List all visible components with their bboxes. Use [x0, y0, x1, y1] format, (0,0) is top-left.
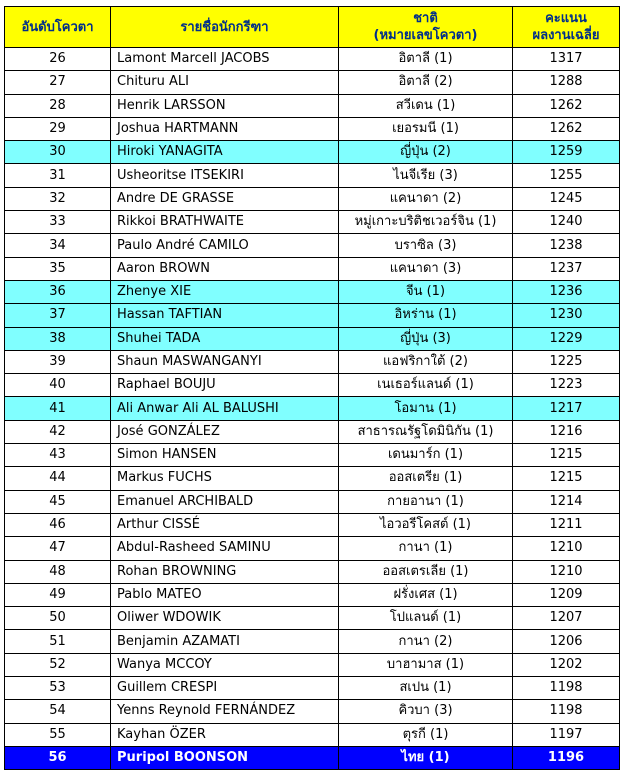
athlete-name-cell: Hiroki YANAGITA: [111, 141, 339, 164]
table-row: [5, 700, 620, 723]
rank-cell: 35: [5, 257, 111, 280]
rank-cell: 44: [5, 467, 111, 490]
rank-cell: 45: [5, 490, 111, 513]
score-cell: 1207: [513, 607, 620, 630]
athlete-name-cell: Arthur CISSÉ: [111, 513, 339, 536]
nationality-cell: อิหร่าน (1): [339, 304, 513, 327]
nationality-cell: บาฮามาส (1): [339, 653, 513, 676]
table-row: [5, 607, 620, 630]
nationality-cell: เยอรมนี (1): [339, 117, 513, 140]
nationality-cell: แคนาดา (3): [339, 257, 513, 280]
header-nationality-line1: ชาติ: [413, 11, 438, 26]
score-cell: 1198: [513, 700, 620, 723]
rank-cell: 39: [5, 350, 111, 373]
score-cell: 1236: [513, 280, 620, 303]
nationality-cell: ตุรกี (1): [339, 723, 513, 746]
rank-cell: 46: [5, 513, 111, 536]
ranking-table-container: [4, 6, 620, 770]
nationality-cell: เดนมาร์ก (1): [339, 444, 513, 467]
athlete-name-cell: Zhenye XIE: [111, 280, 339, 303]
table-row: [5, 374, 620, 397]
nationality-cell: สาธารณรัฐโดมินิกัน (1): [339, 420, 513, 443]
score-cell: 1215: [513, 467, 620, 490]
header-nationality-line2: (หมายเลขโควตา): [373, 28, 478, 43]
score-cell: 1202: [513, 653, 620, 676]
table-row: [5, 677, 620, 700]
athlete-name-cell: Abdul-Rasheed SAMINU: [111, 537, 339, 560]
table-row: [5, 257, 620, 280]
athlete-name-cell: José GONZÁLEZ: [111, 420, 339, 443]
score-cell: 1230: [513, 304, 620, 327]
athlete-name-cell: Benjamin AZAMATI: [111, 630, 339, 653]
header-rank: อันดับโควตา: [5, 7, 111, 48]
score-cell: 1225: [513, 350, 620, 373]
nationality-cell: สวีเดน (1): [339, 94, 513, 117]
ranking-table: [4, 6, 620, 770]
nationality-cell: จีน (1): [339, 280, 513, 303]
table-row: [5, 211, 620, 234]
athlete-name-cell: Paulo André CAMILO: [111, 234, 339, 257]
rank-cell: 31: [5, 164, 111, 187]
athlete-name-cell: Emanuel ARCHIBALD: [111, 490, 339, 513]
table-row: [5, 187, 620, 210]
nationality-cell: กายอานา (1): [339, 490, 513, 513]
score-cell: 1217: [513, 397, 620, 420]
table-row: [5, 117, 620, 140]
rank-cell: 48: [5, 560, 111, 583]
nationality-cell: ญี่ปุ่น (2): [339, 141, 513, 164]
nationality-cell: โอมาน (1): [339, 397, 513, 420]
nationality-cell: แอฟริกาใต้ (2): [339, 350, 513, 373]
rank-cell: 56: [5, 746, 111, 769]
rank-cell: 26: [5, 48, 111, 71]
athlete-name-cell: Shaun MASWANGANYI: [111, 350, 339, 373]
rank-cell: 55: [5, 723, 111, 746]
score-cell: 1262: [513, 94, 620, 117]
table-row: [5, 397, 620, 420]
table-row: [5, 420, 620, 443]
athlete-name-cell: Simon HANSEN: [111, 444, 339, 467]
score-cell: 1255: [513, 164, 620, 187]
score-cell: 1197: [513, 723, 620, 746]
table-row: [5, 467, 620, 490]
athlete-name-cell: Joshua HARTMANN: [111, 117, 339, 140]
rank-cell: 40: [5, 374, 111, 397]
score-cell: 1210: [513, 560, 620, 583]
athlete-name-cell: Guillem CRESPI: [111, 677, 339, 700]
score-cell: 1215: [513, 444, 620, 467]
table-row: [5, 490, 620, 513]
score-cell: 1209: [513, 583, 620, 606]
athlete-name-cell: Hassan TAFTIAN: [111, 304, 339, 327]
table-row: [5, 630, 620, 653]
athlete-name-cell: Rikkoi BRATHWAITE: [111, 211, 339, 234]
nationality-cell: คิวบา (3): [339, 700, 513, 723]
score-cell: 1206: [513, 630, 620, 653]
athlete-name-cell: Markus FUCHS: [111, 467, 339, 490]
athlete-name-cell: Henrik LARSSON: [111, 94, 339, 117]
table-row: [5, 537, 620, 560]
rank-cell: 34: [5, 234, 111, 257]
athlete-name-cell: Chituru ALI: [111, 71, 339, 94]
score-cell: 1237: [513, 257, 620, 280]
athlete-name-cell: Pablo MATEO: [111, 583, 339, 606]
score-cell: 1262: [513, 117, 620, 140]
nationality-cell: สเปน (1): [339, 677, 513, 700]
table-row: [5, 583, 620, 606]
rank-cell: 38: [5, 327, 111, 350]
score-cell: 1210: [513, 537, 620, 560]
table-row: [5, 327, 620, 350]
table-row: [5, 71, 620, 94]
nationality-cell: กานา (2): [339, 630, 513, 653]
rank-cell: 51: [5, 630, 111, 653]
score-cell: 1223: [513, 374, 620, 397]
nationality-cell: บราซิล (3): [339, 234, 513, 257]
athlete-name-cell: Kayhan ÖZER: [111, 723, 339, 746]
score-cell: 1288: [513, 71, 620, 94]
athlete-name-cell: Aaron BROWN: [111, 257, 339, 280]
table-row: [5, 444, 620, 467]
rank-cell: 53: [5, 677, 111, 700]
header-score-line1: คะแนน: [545, 11, 587, 26]
score-cell: 1196: [513, 746, 620, 769]
athlete-name-cell: Usheoritse ITSEKIRI: [111, 164, 339, 187]
nationality-cell: โปแลนด์ (1): [339, 607, 513, 630]
score-cell: 1214: [513, 490, 620, 513]
table-body: [5, 48, 620, 770]
nationality-cell: ออสเตรเลีย (1): [339, 560, 513, 583]
score-cell: 1245: [513, 187, 620, 210]
nationality-cell: แคนาดา (2): [339, 187, 513, 210]
score-cell: 1229: [513, 327, 620, 350]
nationality-cell: กานา (1): [339, 537, 513, 560]
rank-cell: 37: [5, 304, 111, 327]
athlete-name-cell: Rohan BROWNING: [111, 560, 339, 583]
score-cell: 1211: [513, 513, 620, 536]
athlete-name-cell: Ali Anwar Ali AL BALUSHI: [111, 397, 339, 420]
table-row: [5, 653, 620, 676]
rank-cell: 54: [5, 700, 111, 723]
table-row: [5, 560, 620, 583]
rank-cell: 47: [5, 537, 111, 560]
rank-cell: 29: [5, 117, 111, 140]
rank-cell: 42: [5, 420, 111, 443]
header-nationality: [339, 7, 513, 48]
nationality-cell: ออสเตรีย (1): [339, 467, 513, 490]
score-cell: 1216: [513, 420, 620, 443]
rank-cell: 50: [5, 607, 111, 630]
athlete-name-cell: Puripol BOONSON: [111, 746, 339, 769]
table-row: [5, 141, 620, 164]
rank-cell: 41: [5, 397, 111, 420]
score-cell: 1198: [513, 677, 620, 700]
table-row: [5, 304, 620, 327]
table-header: [5, 7, 620, 48]
nationality-cell: ไทย (1): [339, 746, 513, 769]
score-cell: 1317: [513, 48, 620, 71]
table-row: [5, 513, 620, 536]
table-row: [5, 723, 620, 746]
table-row: [5, 164, 620, 187]
nationality-cell: อิตาลี (1): [339, 48, 513, 71]
athlete-name-cell: Andre DE GRASSE: [111, 187, 339, 210]
athlete-name-cell: Wanya MCCOY: [111, 653, 339, 676]
score-cell: 1240: [513, 211, 620, 234]
rank-cell: 33: [5, 211, 111, 234]
table-row: [5, 280, 620, 303]
athlete-name-cell: Oliwer WDOWIK: [111, 607, 339, 630]
header-row: [5, 7, 620, 48]
table-row: [5, 94, 620, 117]
rank-cell: 52: [5, 653, 111, 676]
score-cell: 1238: [513, 234, 620, 257]
nationality-cell: ฝรั่งเศส (1): [339, 583, 513, 606]
table-row: [5, 234, 620, 257]
nationality-cell: ไอวอรีโคสต์ (1): [339, 513, 513, 536]
nationality-cell: เนเธอร์แลนด์ (1): [339, 374, 513, 397]
nationality-cell: อิตาลี (2): [339, 71, 513, 94]
athlete-name-cell: Lamont Marcell JACOBS: [111, 48, 339, 71]
table-row: [5, 48, 620, 71]
header-name: รายชื่อนักกรีฑา: [111, 7, 339, 48]
rank-cell: 43: [5, 444, 111, 467]
header-score-line2: ผลงานเฉลี่ย: [532, 28, 600, 43]
nationality-cell: ไนจีเรีย (3): [339, 164, 513, 187]
rank-cell: 32: [5, 187, 111, 210]
nationality-cell: หมู่เกาะบริติชเวอร์จิน (1): [339, 211, 513, 234]
table-row: [5, 350, 620, 373]
rank-cell: 27: [5, 71, 111, 94]
athlete-name-cell: Yenns Reynold FERNÁNDEZ: [111, 700, 339, 723]
table-row: [5, 746, 620, 769]
score-cell: 1259: [513, 141, 620, 164]
athlete-name-cell: Shuhei TADA: [111, 327, 339, 350]
athlete-name-cell: Raphael BOUJU: [111, 374, 339, 397]
rank-cell: 49: [5, 583, 111, 606]
header-score: [513, 7, 620, 48]
rank-cell: 36: [5, 280, 111, 303]
rank-cell: 28: [5, 94, 111, 117]
nationality-cell: ญี่ปุ่น (3): [339, 327, 513, 350]
rank-cell: 30: [5, 141, 111, 164]
